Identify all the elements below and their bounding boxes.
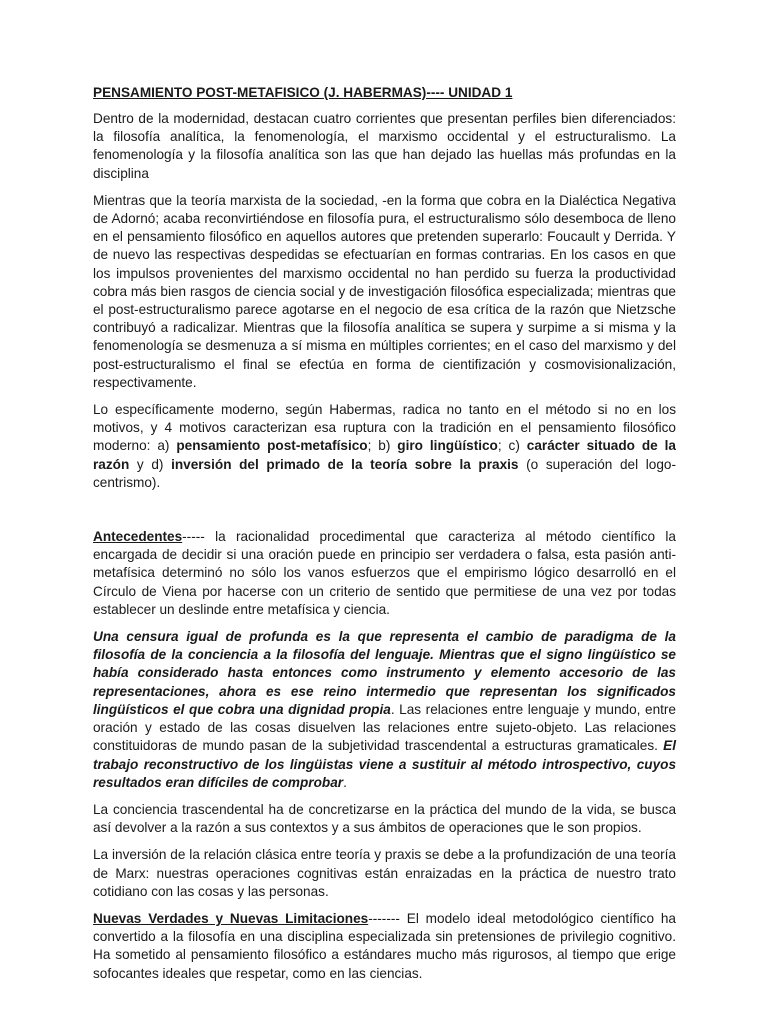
emphasized-text: Una censura igual de profunda es la que representa el cambio de paradigma de la filosofía de la conciencia a la filosofía del lenguaje. Mientras que el signo lingüístico se había considerado hasta entonces como instrumento y elemento accesorio de las representaciones, ahora es ese reino intermedio que representan los significados lingüísticos el que cobra una dignidad propia [93, 629, 676, 717]
paragraph-text: ; b) [367, 438, 398, 454]
paragraph-text: . [343, 774, 347, 790]
paragraph-text: La conciencia trascendental ha de concretizarse en la práctica del mundo de la vida, se busca así devolver a la razón a sus contextos y a sus ámbitos de operaciones que le son propios. [93, 801, 676, 836]
paragraph-text: Lo específicamente moderno, según Habermas, radica no tanto en el método si no en los motivos, y 4 motivos caracterizan esa ruptura con la tradición en el pensamiento filosófico moderno: a) [93, 402, 676, 454]
document-title: PENSAMIENTO POST-METAFISICO (J. HABERMAS)---- UNIDAD 1 [93, 85, 513, 100]
paragraph [93, 846, 676, 901]
paragraph [93, 401, 676, 492]
emphasized-text: carácter situado de la razón [93, 438, 676, 472]
paragraph-text: Dentro de la modernidad, destacan cuatro corrientes que presentan perfiles bien diferenciados: la filosofía analítica, la fenomenología, el marxismo occidental y el estructuralismo. La fenomenología y la filosofía analítica son las que han dejado las huellas más profundas en la disciplina [93, 111, 676, 181]
paragraph-text: (o superación del logo-centrismo). [93, 456, 676, 490]
paragraph-text: ; c) [497, 438, 527, 454]
emphasized-text: inversión del primado de la teoría sobre la praxis [171, 456, 519, 472]
emphasized-text: pensamiento post-metafísico [176, 438, 368, 454]
paragraph-text: y d) [129, 456, 172, 472]
paragraph [93, 910, 676, 983]
paragraph-text: ------- El modelo ideal metodológico científico ha convertido a la filosofía en una disciplina especializada sin pretensiones de privilegio cognitivo. Ha sometido al pensamiento filosófico a estándares mucho más rigurosos, al tiempo que erige sofocantes ideales que respetar, como en las ciencias. [93, 910, 676, 981]
document-body [93, 110, 676, 983]
paragraph [93, 110, 676, 183]
paragraph-text: ----- la racionalidad procedimental que caracteriza al método científico la encargada de decidir si una oración puede en principio ser verdadera o falsa, esta pasión anti-metafísica determinó no sólo los vanos esfuerzos que el empirismo lógico desarrolló en el Círculo de Viena por hacerse con un criterio de sentido que permitiese de una vez por todas establecer un deslinde entre metafísica y ciencia. [93, 529, 676, 617]
paragraph [93, 801, 676, 837]
emphasized-text: Nuevas Verdades y Nuevas Limitaciones [93, 910, 369, 926]
paragraph-text: La inversión de la relación clásica entre teoría y praxis se debe a la profundización de una teoría de Marx: nuestras operaciones cognitivas están enraizadas en la práctica de nuestro trato cotidiano con las cosas y las personas. [93, 847, 676, 899]
paragraph [93, 192, 676, 392]
paragraph [93, 628, 676, 792]
emphasized-text: Antecedentes [93, 529, 183, 545]
paragraph-text: . Las relaciones entre lenguaje y mundo, entre oración y estado de las cosas disuelven las relaciones entre sujeto-objeto. Las relaciones constituidoras de mundo pasan de la subjetividad trascendental a estructuras gramaticales. [93, 701, 676, 754]
paragraph-text: Mientras que la teoría marxista de la sociedad, -en la forma que cobra en la Dialéctica Negativa de Adornó; acaba reconvirtiéndose en filosofía pura, el estructuralismo sólo desemboca de lleno en el pensamiento filosófico en aquellos autores que pretenden superarlo: Foucault y Derrida. Y de nuevo las respectivas despedidas se efectuarían en formas contrarias. En los casos en que los impulsos provenientes del marxismo occidental no han perdido su fuerza la productividad cobra más bien rasgos de ciencia social y de investigación filosófica especializada; mientras que el post-estructuralismo parece agotarse en el negocio de esa crítica de la razón que Nietzsche contribuyó a radicalizar. Mientras que la filosofía analítica se supera y surpime a si misma y la fenomenología se desmenuza a sí misma en múltiples corrientes; en el caso del marxismo y del post-estructuralismo el final se efectúa en forma de cientifización y cosmovisionalización, respectivamente. [93, 192, 676, 390]
paragraph [93, 528, 676, 619]
emphasized-text: giro lingüístico [397, 438, 498, 454]
emphasized-text: El trabajo reconstructivo de los lingüistas viene a sustituir al método introspectivo, cuyos resultados eran difíciles de comprobar [93, 738, 676, 790]
